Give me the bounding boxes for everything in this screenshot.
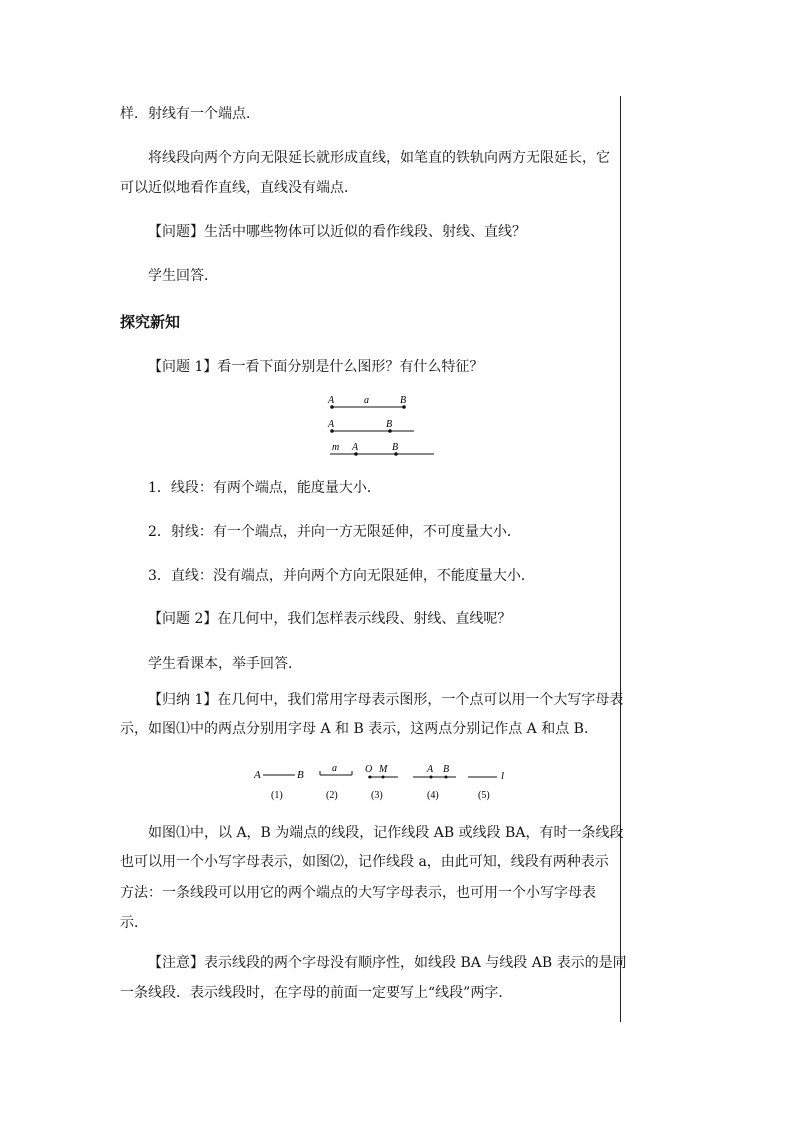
question-text: 【问题 1】看一看下面分别是什么图形？有什么特征？ [148, 359, 484, 375]
label-b: B [392, 442, 399, 453]
paragraph-text: 也可以用一个小写字母表示，如图⑵，记作线段 a，由此可知，线段有两种表示 [120, 854, 609, 870]
paragraph-text: 学生看课本，举手回答． [148, 656, 302, 672]
figure-number: (4) [427, 790, 439, 801]
figure-segment-ray-line [322, 390, 444, 460]
paragraph-text: 示． [120, 915, 148, 931]
paragraph-text: 方法：一条线段可以用它的两个端点的大写字母表示，也可用一个小写字母表 [120, 885, 596, 901]
question-text: 【问题 2】在几何中，我们怎样表示线段、射线、直线呢？ [148, 611, 512, 627]
note-text: 一条线段．表示线段时，在字母的前面一定要写上“线段”两字． [120, 985, 513, 1001]
figure-number: (3) [371, 790, 383, 801]
summary-text: 示，如图⑴中的两点分别用字母 A 和 B 表示，这两点分别记作点 A 和点 B． [120, 721, 598, 737]
list-item: 3．直线：没有端点，并向两个方向无限延伸，不能度量大小． [148, 568, 535, 584]
paragraph-text: 可以近似地看作直线，直线没有端点． [120, 180, 358, 196]
label-a-upper: A [328, 419, 335, 430]
label-m: m [332, 442, 340, 453]
label-l: l [501, 770, 505, 782]
label-a-upper: A [427, 764, 434, 775]
figure-number: (1) [271, 790, 283, 801]
label-b: B [443, 764, 450, 775]
note-text: 【注意】表示线段的两个字母没有顺序性，如线段 BA 与线段 AB 表示的是同 [148, 955, 627, 971]
list-item: 2．射线：有一个端点，并向一方无限延伸，不可度量大小． [148, 524, 521, 540]
figure-number: (5) [478, 790, 490, 801]
question-text: 【问题】生活中哪些物体可以近似的看作线段、射线、直线？ [148, 224, 526, 240]
section-heading: 探究新知 [120, 313, 181, 331]
label-a-upper: A [328, 395, 335, 406]
figure-notation-examples [250, 760, 520, 804]
list-item: 1．线段：有两个端点，能度量大小． [148, 480, 381, 496]
label-b: B [297, 769, 304, 781]
label-a-upper: A [352, 442, 359, 453]
summary-text: 【归纳 1】在几何中，我们常用字母表示图形，一个点可以用一个大写字母表 [148, 692, 624, 708]
label-b: B [386, 419, 393, 430]
label-a-upper: A [254, 769, 261, 781]
figure-number: (2) [326, 790, 338, 801]
label-o: O [365, 764, 373, 775]
paragraph-text: 将线段向两个方向无限延长就形成直线，如笔直的铁轨向两方无限延长，它 [148, 150, 610, 166]
label-m: M [379, 764, 388, 775]
label-a-lower: a [332, 763, 337, 774]
paragraph-text: 如图⑴中，以 A，B 为端点的线段，记作线段 AB 或线段 BA，有时一条线段 [148, 825, 624, 841]
paragraph-text: 学生回答． [148, 268, 218, 284]
paragraph-text: 样．射线有一个端点． [120, 106, 260, 122]
label-b: B [400, 395, 407, 406]
page-margin-line [620, 96, 621, 1022]
label-a-lower: a [364, 395, 369, 406]
